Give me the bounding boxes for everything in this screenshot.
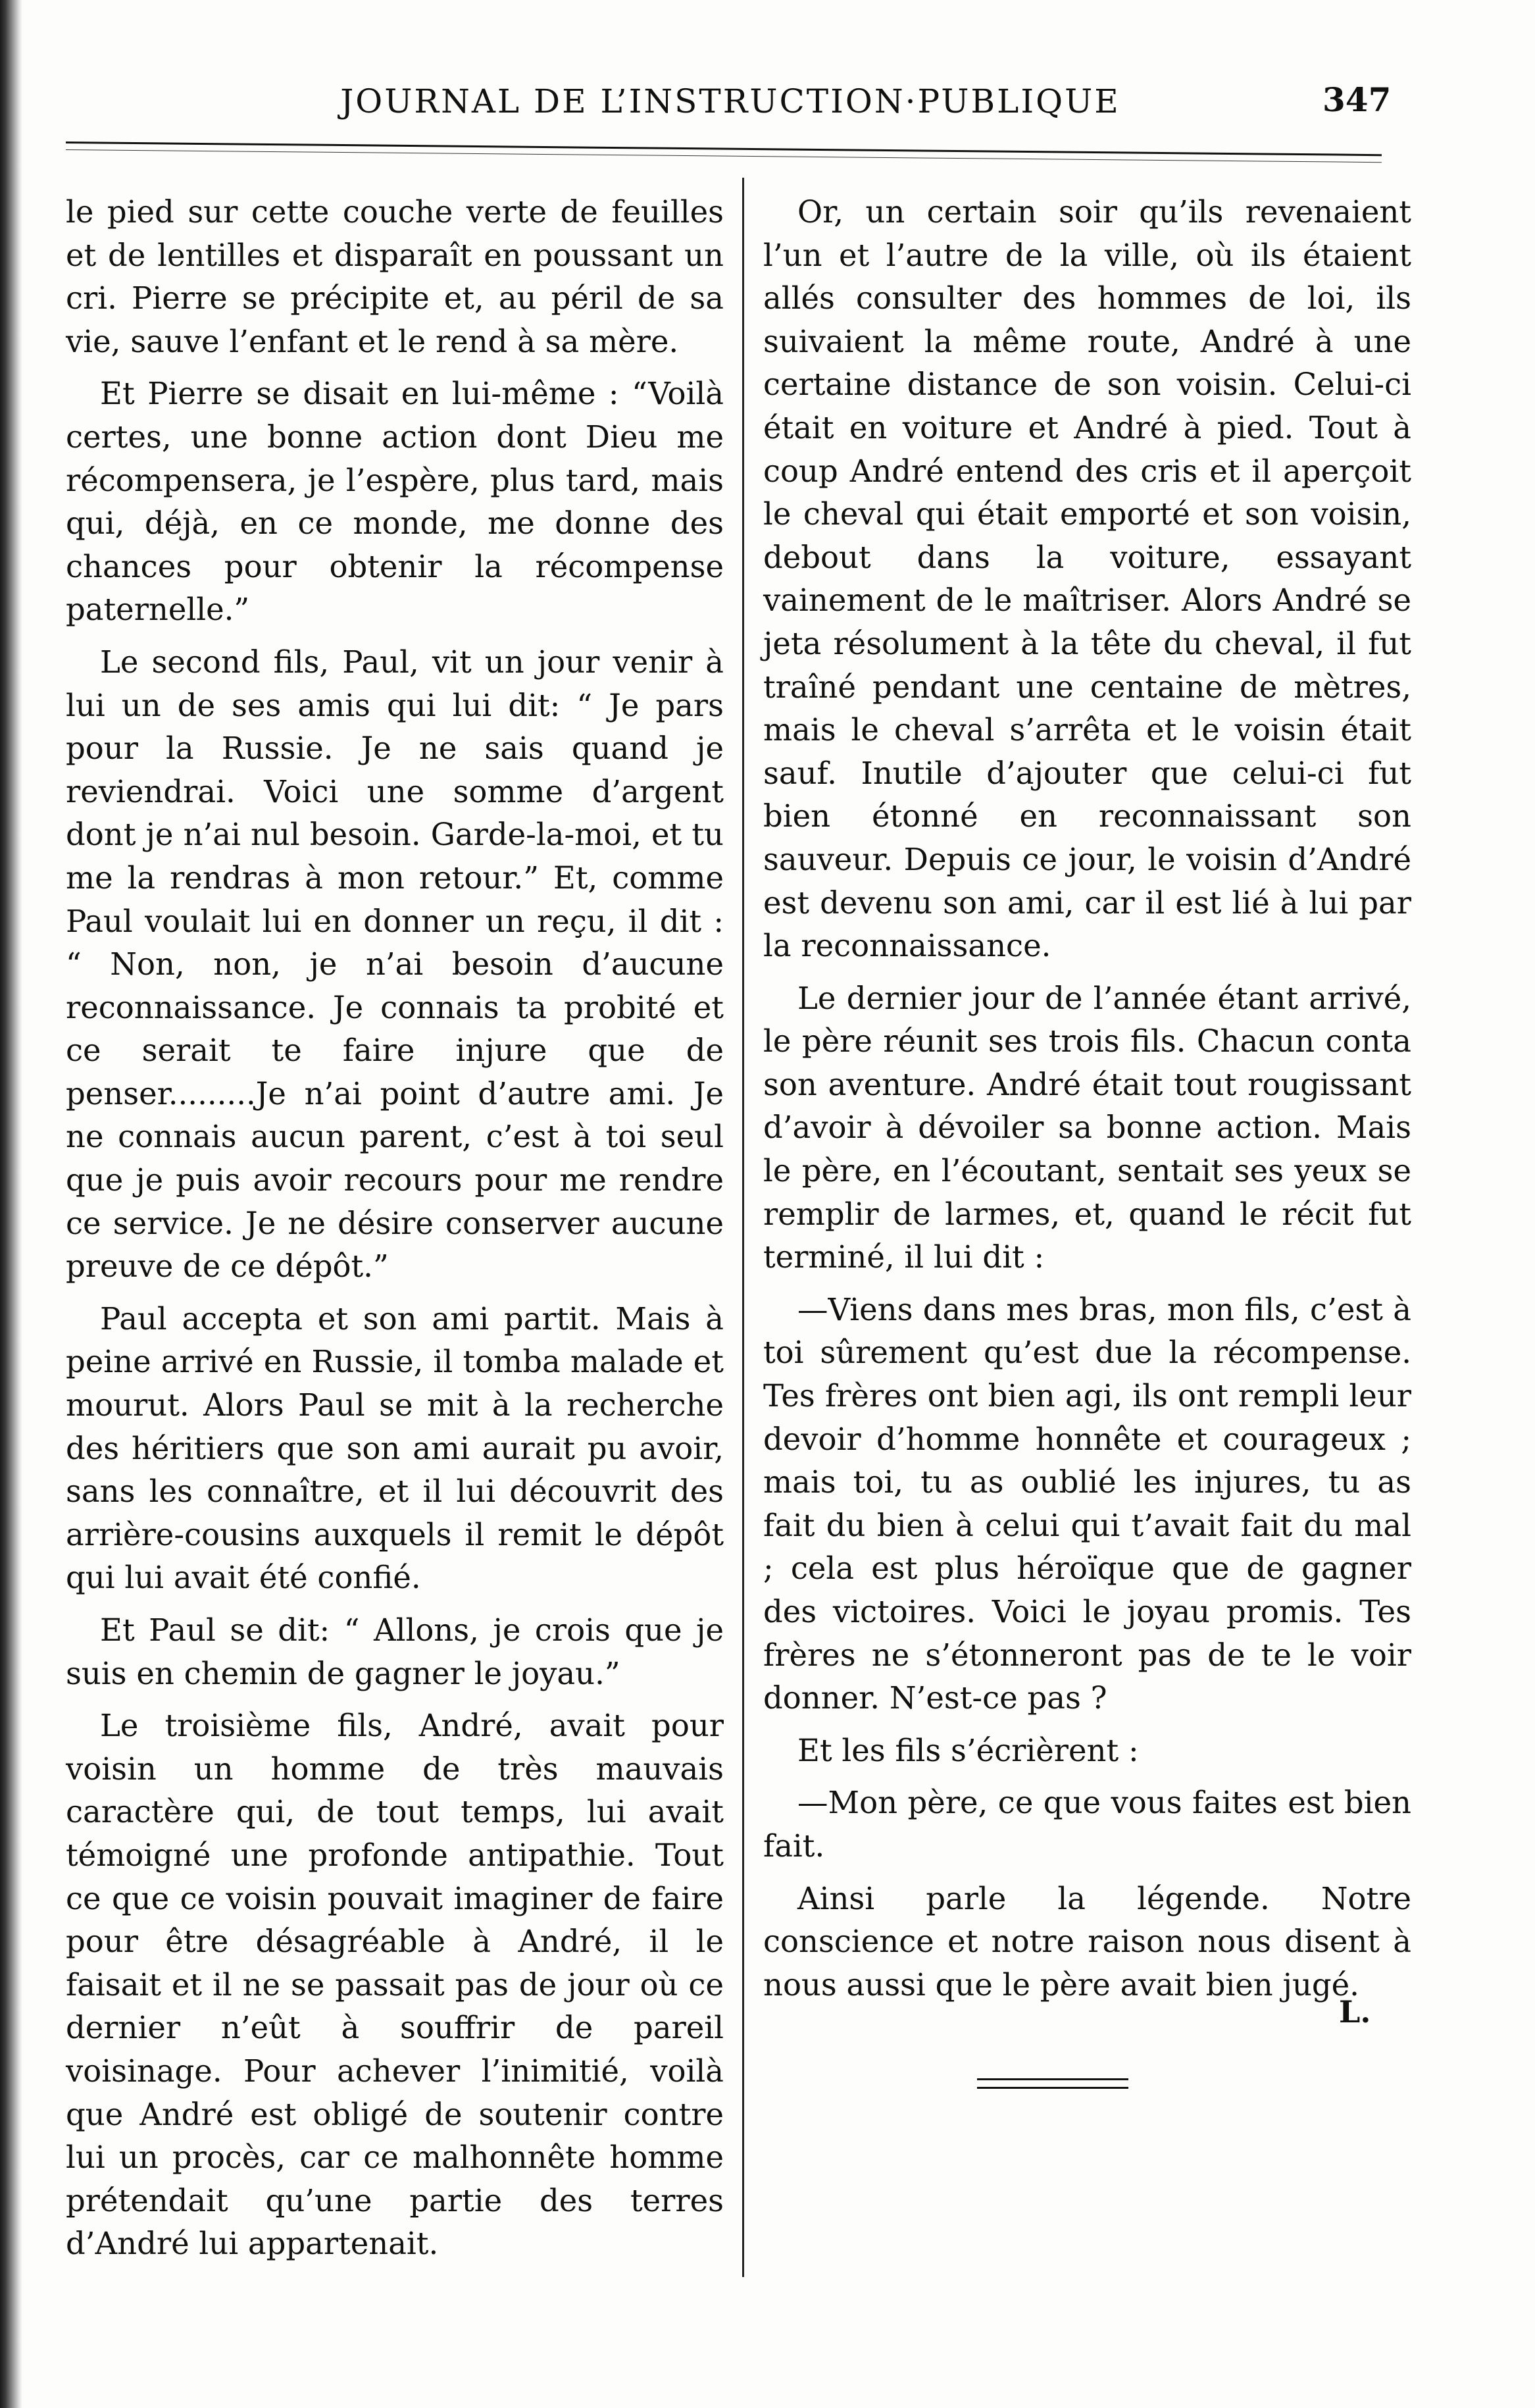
paragraph: Ainsi parle la légende. Notre conscience et notre raison nous disent à nous aussi que le père avait bien jugé. [763,1880,1411,2003]
left-column [66,191,724,2266]
paragraph: Et Paul se dit: “ Allons, je crois que je suis en chemin de gagner le joyau.” [66,1612,724,1691]
paragraph: Or, un certain soir qu’ils revenaient l’un et l’autre de la ville, où ils étaient allés consulter des hommes de loi, ils suivaient la même route, André à une certaine distance de son voisin. Celui-ci était en voiture et André à pied. Tout à coup André entend des cris et il aperçoit le cheval qui était emporté et son voisin, debout dans la voiture, essayant vainement de le maîtriser. Alors André se jeta résolument à la tête du cheval, il fut traîné pendant une centaine de mètres, mais le cheval s’arrêta et le voisin était sauf. Inutile d’ajouter que celui-ci fut bien étonné en reconnaissant son sauveur. Depuis ce jour, le voisin d’André est devenu son ami, car il est lié à lui par la reconnaissance. [763,194,1411,964]
paragraph: le pied sur cette couche verte de feuilles et de lentilles et disparaît en poussant un cri. Pierre se précipite et, au péril de sa vie, sauve l’enfant et le rend à sa mère. [66,194,724,359]
running-header-title: JOURNAL DE L’INSTRUCTION·PUBLIQUE [340,82,1120,120]
page-number: 347 [1322,80,1392,119]
paragraph: —Mon père, ce que vous faites est bien fait. [763,1785,1411,1864]
paragraph: Le dernier jour de l’année étant arrivé, le père réunit ses trois fils. Chacun conta son aventure. André était tout rougissant d’avoir à dévoiler sa bonne action. Mais le père, en l’écoutant, sentait ses yeux se remplir de larmes, et, quand le récit fut terminé, il lui dit : [763,980,1411,1275]
end-of-article-rule [977,2078,1128,2089]
paragraph: Et les fils s’écrièrent : [797,1732,1139,1768]
book-binding-edge [0,0,22,2408]
right-column [763,191,1411,2007]
column-divider [742,178,744,2277]
paragraph: Le second fils, Paul, vit un jour venir à lui un de ses amis qui lui dit: “ Je pars pour la Russie. Je ne sais quand je reviendrai. Voici une somme d’argent dont je n’ai nul besoin. Garde-la-moi, et tu me la rendras à mon retour.” Et, comme Paul voulait lui en donner un reçu, il dit : “ Non, non, je n’ai besoin d’aucune reconnaissance. Je connais ta probité et ce serait te faire injure que de penser.........Je n’ai point d’autre ami. Je ne connais aucun parent, c’est à toi seul que je puis avoir recours pour me rendre ce service. Je ne désire conserver aucune preuve de ce dépôt.” [66,644,724,1285]
paragraph: Le troisième fils, André, avait pour voisin un homme de très mauvais caractère qui, de tout temps, lui avait témoigné une profonde antipathie. Tout ce que ce voisin pouvait imaginer de faire pour être désagréable à André, il le faisait et il ne se passait pas de jour où ce dernier n’eût à souffrir de pareil voisinage. Pour achever l’inimitié, voilà que André est obligé de soutenir contre lui un procès, car ce malhonnête homme prétendait qu’une partie des terres d’André lui appartenait. [66,1708,724,2262]
paragraph: Et Pierre se disait en lui-même : “Voilà certes, une bonne action dont Dieu me récompensera, je l’espère, plus tard, mais qui, déjà, en ce monde, me donne des chances pour obtenir la récompense paternelle.” [66,376,724,628]
header-rule [66,141,1382,163]
paragraph: —Viens dans mes bras, mon fils, c’est à toi sûrement qu’est due la récompense. Tes frères ont bien agi, ils ont rempli leur devoir d’homme honnête et courageux ; mais toi, tu as oublié les injures, tu as fait du bien à celui qui t’avait fait du mal ; cela est plus héroïque que de gagner des victoires. Voici le joyau promis. Tes frères ne s’étonneront pas de te le voir donner. N’est-ce pas ? [763,1291,1411,1716]
author-signature: L. [1339,1994,1371,2030]
paragraph: Paul accepta et son ami partit. Mais à peine arrivé en Russie, il tomba malade et mourut. Alors Paul se mit à la recherche des héritiers que son ami aurait pu avoir, sans les connaître, et il lui découvrit des arrière-cousins auxquels il remit le dépôt qui lui avait été confié. [66,1300,724,1596]
